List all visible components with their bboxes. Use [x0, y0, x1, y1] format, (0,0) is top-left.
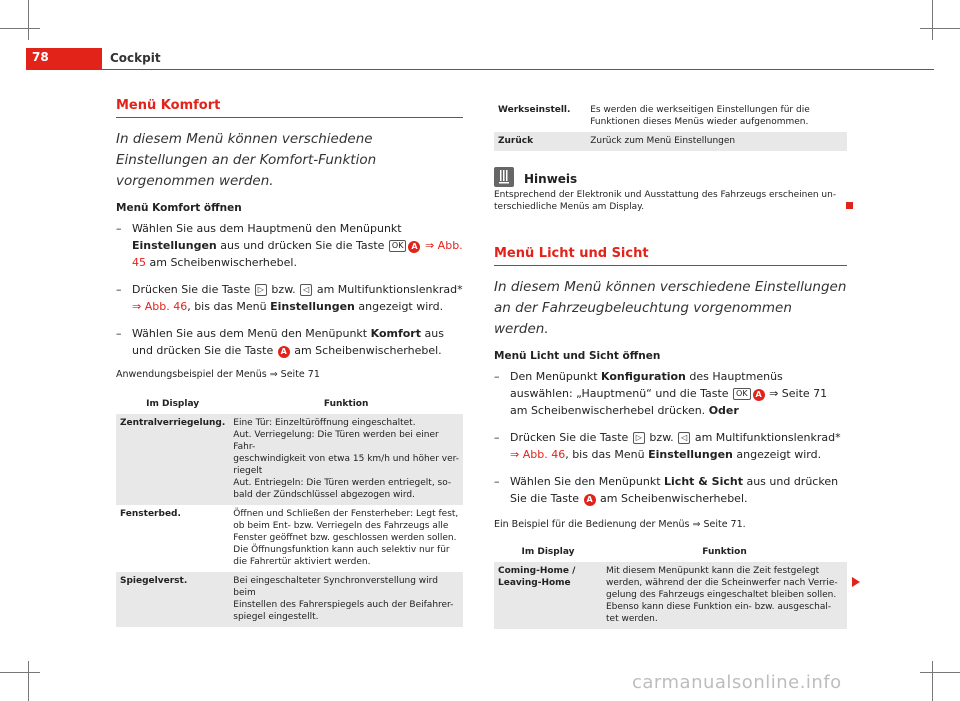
row-value: [229, 414, 463, 505]
next-key-icon: ▷: [255, 284, 267, 296]
a-key-icon: A: [278, 346, 290, 358]
figure-link[interactable]: ⇒ Abb. 46: [132, 300, 188, 313]
row-line: Aut. Verriegelung: Die Türen werden bei einer Fahr-: [233, 430, 439, 452]
lead-text: In diesem Menü können verschiedene Einstellungen an der Komfort-Funktion vorgenommen werden.: [116, 131, 377, 189]
crop-mark: [0, 28, 40, 29]
light-table: [494, 542, 847, 629]
row-line: Zurück zum Menü Einstellungen: [590, 136, 736, 146]
row-line: geschwindigkeit von etwa 15 km/h und höher ver-: [233, 454, 460, 464]
row-line: die Fahrertür aktiviert werden.: [233, 557, 371, 567]
row-line: Aut. Entriegeln: Die Türen werden entriegelt, so-: [233, 478, 452, 488]
watermark: carmanualsonline.info: [632, 672, 842, 693]
crop-mark: [28, 661, 29, 701]
left-column: [116, 98, 463, 627]
row-value: [229, 505, 463, 572]
crop-mark: [932, 0, 933, 40]
row-line: Öffnen und Schließen der Fensterheber: Legt fest,: [233, 509, 459, 519]
row-line: Bei eingeschalteter Synchronverstellung wird beim: [233, 576, 438, 598]
row-line: Es werden die werkseitigen Einstellungen für die: [590, 105, 810, 115]
settings-table: [494, 101, 847, 151]
row-line: tet werden.: [606, 614, 658, 624]
table-header: Funktion: [323, 399, 369, 409]
table-header: Im Display: [146, 399, 200, 409]
row-line: Fenster geöffnet bzw. geschlossen werden sollen.: [233, 533, 457, 543]
table-row: [494, 101, 847, 132]
list-item: – Drücken Sie die Taste ▷ bzw. ◁ am Multifunktionslenkrad* ⇒ Abb. 46, bis das Menü Einstellungen angezeigt wird.: [494, 431, 841, 461]
list-item: – Wählen Sie aus dem Menü den Menüpunkt Komfort aus und drücken Sie die Taste A am Scheibenwischerhebel.: [116, 327, 444, 357]
row-line: Einstellen des Fahrerspiegels auch der Beifahrer-: [233, 600, 454, 610]
row-value: [586, 132, 847, 151]
hinweis-title: Hinweis: [524, 172, 578, 186]
section-title-licht: Menü Licht und Sicht: [494, 246, 847, 266]
row-value: [586, 101, 847, 132]
row-line: Eine Tür: Einzeltüröffnung eingeschaltet.: [233, 418, 416, 428]
row-line: riegelt: [233, 466, 263, 476]
row-value: [229, 572, 463, 627]
ok-key-icon: OK: [389, 240, 407, 252]
row-line: Mit diesem Menüpunkt kann die Zeit festgelegt: [606, 566, 820, 576]
crop-mark: [920, 672, 960, 673]
table-header: Im Display: [521, 547, 575, 557]
a-key-icon: A: [584, 494, 596, 506]
list-item: – Den Menüpunkt Konfiguration des Hauptmenüs auswählen: „Hauptmenü“ und die Taste OK A ⇒ Seite 71 am Scheibenwischerhebel drücken. Oder: [494, 370, 828, 417]
row-line: spiegel eingestellt.: [233, 612, 319, 622]
row-line: werden, während der die Scheinwerfer nach Verrie-: [606, 578, 838, 588]
prev-key-icon: ◁: [678, 432, 690, 444]
comfort-table: [116, 394, 463, 627]
list-item: – Wählen Sie den Menüpunkt Licht & Sicht aus und drücken Sie die Taste A am Scheibenwischerhebel.: [494, 475, 839, 505]
row-line: bald der Zündschlüssel abgezogen wird.: [233, 490, 416, 500]
row-line: gelung des Fahrzeugs eingeschaltet bleiben sollen.: [606, 590, 837, 600]
row-key: Zentralverriegelung.: [116, 414, 229, 505]
row-value: [602, 562, 847, 629]
row-key: Spiegelverst.: [116, 572, 229, 627]
table-row: [494, 562, 847, 629]
figure-link[interactable]: ⇒ Abb. 45: [132, 239, 463, 269]
hinweis-text: Entsprechend der Elektronik und Ausstattung des Fahrzeugs erscheinen un- terschiedliche Menüs am Display.: [494, 190, 837, 212]
table-row: [116, 505, 463, 572]
a-key-icon: A: [753, 389, 765, 401]
hinweis-heading: [494, 167, 847, 189]
subheading: Menü Komfort öffnen: [116, 202, 242, 214]
list-item: – Drücken Sie die Taste ▷ bzw. ◁ am Multifunktionslenkrad* ⇒ Abb. 46, bis das Menü Einstellungen angezeigt wird.: [116, 283, 463, 313]
row-key: Zurück: [494, 132, 586, 151]
table-row: [116, 414, 463, 505]
row-key: Coming-Home / Leaving-Home: [494, 562, 602, 629]
row-key: Fensterbed.: [120, 509, 181, 519]
page-number: 78: [32, 50, 49, 64]
crop-mark: [28, 0, 29, 40]
figure-link[interactable]: ⇒ Abb. 46: [510, 448, 566, 461]
row-line: Ebenso kann diese Funktion ein- bzw. ausgeschal-: [606, 602, 832, 612]
crop-mark: [920, 28, 960, 29]
subheading: Menü Licht und Sicht öffnen: [494, 350, 661, 362]
example-note: Anwendungsbeispiel der Menüs ⇒ Seite 71: [116, 369, 320, 380]
row-line: Funktionen dieses Menüs wieder aufgenommen.: [590, 117, 809, 127]
prev-key-icon: ◁: [300, 284, 312, 296]
continue-arrow-icon: [852, 577, 860, 587]
right-column: [494, 101, 847, 629]
section-title-komfort: Menü Komfort: [116, 98, 463, 118]
row-line: Die Öffnungsfunktion kann auch selektiv nur für: [233, 545, 450, 555]
next-key-icon: ▷: [633, 432, 645, 444]
ok-key-icon: OK: [733, 388, 751, 400]
table-row: [116, 572, 463, 627]
chapter-title: Cockpit: [110, 51, 161, 65]
header-rule: [102, 69, 934, 70]
crop-mark: [932, 661, 933, 701]
example-note: Ein Beispiel für die Bedienung der Menüs ⇒ Seite 71.: [494, 519, 746, 530]
lead-text: In diesem Menü können verschiedene Einstellungen an der Fahrzeugbeleuchtung vorgenommen werden.: [494, 279, 847, 337]
row-line: ob beim Ent- bzw. Verriegeln des Fahrzeugs alle: [233, 521, 449, 531]
crop-mark: [0, 672, 40, 673]
table-row: [494, 132, 847, 151]
row-key: Werkseinstell.: [498, 105, 571, 115]
a-key-icon: A: [408, 241, 420, 253]
list-item: – Wählen Sie aus dem Hauptmenü den Menüpunkt Einstellungen aus und drücken Sie die Taste OK A ⇒ Abb. 45 am Scheibenwischerhebel.: [116, 222, 463, 269]
end-of-section-marker: [846, 202, 853, 209]
info-icon: [494, 167, 514, 187]
table-header: Funktion: [702, 547, 747, 557]
